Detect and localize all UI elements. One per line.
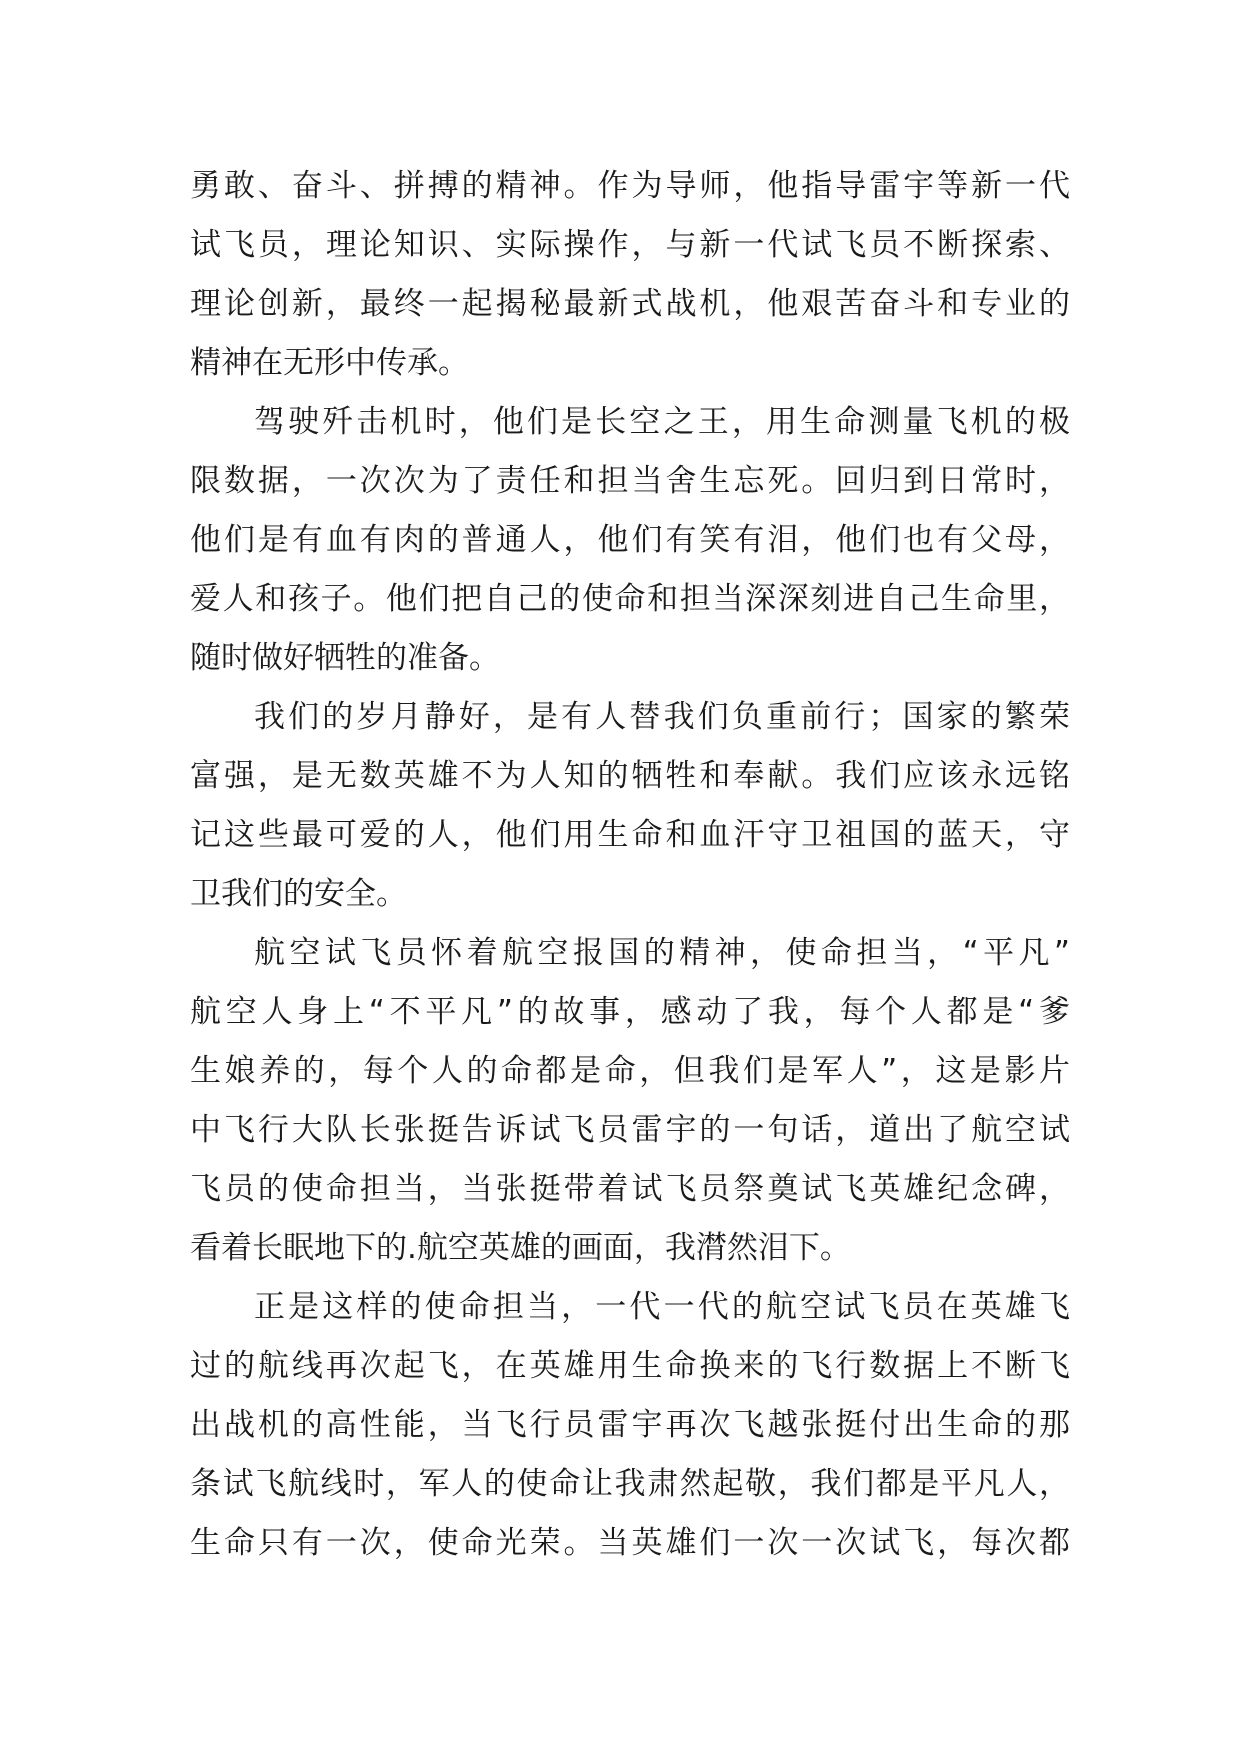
text-line: 生命只有一次，使命光荣。当英雄们一次一次试飞，每次都 xyxy=(190,1525,1070,1561)
text-line: 富强，是无数英雄不为人知的牺牲和奉献。我们应该永远铭 xyxy=(190,758,1070,794)
paragraph-start-line: 驾驶歼击机时，他们是长空之王，用生命测量飞机的极 xyxy=(254,404,1070,440)
body-text xyxy=(190,157,1070,1573)
text-line: 看着长眠地下的.航空英雄的画面，我潸然泪下。 xyxy=(190,1230,851,1266)
text-line: 随时做好牺牲的准备。 xyxy=(190,640,500,676)
text-line: 理论创新，最终一起揭秘最新式战机，他艰苦奋斗和专业的 xyxy=(190,286,1070,322)
text-line: 中飞行大队长张挺告诉试飞员雷宇的一句话，道出了航空试 xyxy=(190,1112,1070,1148)
text-line: 生娘养的，每个人的命都是命，但我们是军人”，这是影片 xyxy=(190,1053,1070,1089)
text-line: 爱人和孩子。他们把自己的使命和担当深深刻进自己生命里， xyxy=(190,581,1070,617)
text-line: 记这些最可爱的人，他们用生命和血汗守卫祖国的蓝天，守 xyxy=(190,817,1070,853)
text-line: 航空人身上“不平凡”的故事，感动了我，每个人都是“爹 xyxy=(190,994,1070,1030)
text-line: 卫我们的安全。 xyxy=(190,876,407,912)
text-line: 过的航线再次起飞，在英雄用生命换来的飞行数据上不断飞 xyxy=(190,1348,1070,1384)
text-line: 限数据，一次次为了责任和担当舍生忘死。回归到日常时， xyxy=(190,463,1070,499)
paragraph-start-line: 我们的岁月静好，是有人替我们负重前行；国家的繁荣 xyxy=(254,699,1070,735)
paragraph-start-line: 正是这样的使命担当，一代一代的航空试飞员在英雄飞 xyxy=(254,1289,1070,1325)
text-line: 他们是有血有肉的普通人，他们有笑有泪，他们也有父母， xyxy=(190,522,1070,558)
text-line: 飞员的使命担当，当张挺带着试飞员祭奠试飞英雄纪念碑， xyxy=(190,1171,1070,1207)
paragraph-start-line: 航空试飞员怀着航空报国的精神，使命担当，“平凡” xyxy=(254,935,1070,971)
text-line: 试飞员，理论知识、实际操作，与新一代试飞员不断探索、 xyxy=(190,227,1070,263)
text-line: 勇敢、奋斗、拼搏的精神。作为导师，他指导雷宇等新一代 xyxy=(190,168,1070,204)
text-line: 条试飞航线时，军人的使命让我肃然起敬，我们都是平凡人， xyxy=(190,1466,1070,1502)
text-line: 出战机的高性能，当飞行员雷宇再次飞越张挺付出生命的那 xyxy=(190,1407,1070,1443)
text-line: 精神在无形中传承。 xyxy=(190,345,469,381)
